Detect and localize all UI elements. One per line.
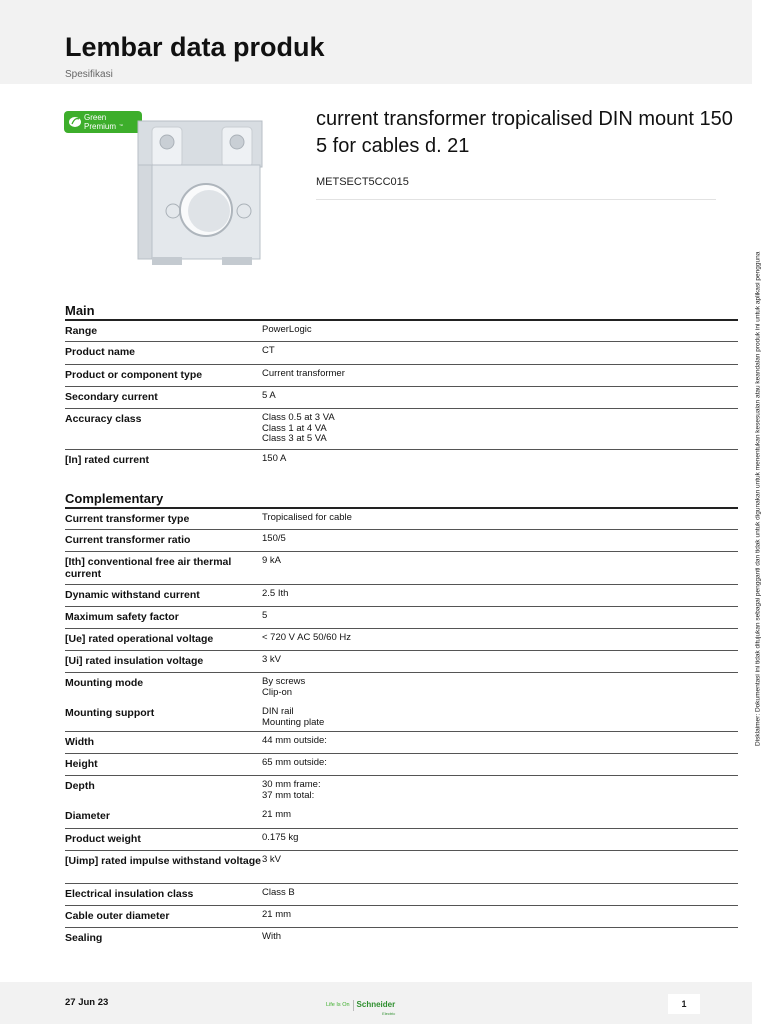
page-number: 1 bbox=[668, 994, 700, 1014]
spec-value: Clip-on bbox=[262, 686, 293, 698]
spec-row-product-weight bbox=[65, 828, 738, 850]
spec-label: Range bbox=[65, 325, 98, 337]
spec-row-thermal-current bbox=[65, 551, 738, 584]
disclaimer-sidebar bbox=[752, 251, 764, 746]
spec-value: 9 kA bbox=[262, 555, 282, 566]
logo-tagline: Life Is On bbox=[326, 1002, 350, 1008]
product-reference: METSECT5CC015 bbox=[316, 176, 409, 188]
spec-row-ct-type bbox=[65, 507, 738, 529]
product-image bbox=[62, 107, 277, 277]
spec-row-impulse-voltage bbox=[65, 850, 738, 883]
spec-label: [Ith] conventional free air thermal current bbox=[65, 556, 232, 580]
spec-label: Maximum safety factor bbox=[65, 611, 179, 623]
current-transformer-illustration bbox=[138, 121, 262, 265]
reference-divider bbox=[316, 199, 716, 200]
spec-value: 21 mm bbox=[262, 809, 292, 820]
spec-row-mounting-support bbox=[65, 703, 738, 731]
spec-label: Current transformer type bbox=[65, 513, 190, 525]
spec-label: Current transformer ratio bbox=[65, 534, 191, 546]
spec-label: Sealing bbox=[65, 932, 103, 944]
spec-row-operational-voltage bbox=[65, 628, 738, 650]
spec-label: Dynamic withstand current bbox=[65, 589, 200, 601]
spec-value: 0.175 kg bbox=[262, 832, 299, 843]
spec-value: 21 mm bbox=[262, 909, 292, 920]
spec-label: Height bbox=[65, 758, 98, 770]
spec-row-secondary-current bbox=[65, 386, 738, 408]
spec-value: 5 A bbox=[262, 390, 276, 401]
spec-label: Product or component type bbox=[65, 369, 203, 381]
spec-label: Cable outer diameter bbox=[65, 910, 170, 922]
spec-row-rated-current bbox=[65, 449, 738, 471]
spec-value: Mounting plate bbox=[262, 716, 325, 728]
spec-row-cable-diameter bbox=[65, 905, 738, 927]
page-subtitle: Spesifikasi bbox=[65, 69, 113, 80]
spec-label: [Ui] rated insulation voltage bbox=[65, 655, 204, 667]
spec-label: Secondary current bbox=[65, 391, 158, 403]
spec-value: 2.5 Ith bbox=[262, 588, 289, 599]
spec-label: [Uimp] rated impulse withstand voltage bbox=[65, 855, 262, 867]
spec-value: PowerLogic bbox=[262, 324, 312, 335]
spec-value: With bbox=[262, 931, 281, 942]
spec-row-component-type bbox=[65, 364, 738, 386]
spec-row-range bbox=[65, 319, 738, 341]
spec-value: Current transformer bbox=[262, 368, 345, 379]
spec-label: Depth bbox=[65, 780, 95, 792]
spec-row-diameter bbox=[65, 806, 738, 828]
spec-label: Electrical insulation class bbox=[65, 888, 194, 900]
spec-row-depth bbox=[65, 775, 738, 806]
spec-row-sealing bbox=[65, 927, 738, 949]
spec-value: 5 bbox=[262, 610, 268, 621]
section-title-main: Main bbox=[65, 303, 95, 318]
footer-date: 27 Jun 23 bbox=[65, 997, 109, 1008]
section-title-complementary: Complementary bbox=[65, 491, 164, 506]
spec-label: Width bbox=[65, 736, 95, 748]
spec-label: Product name bbox=[65, 346, 136, 358]
spec-row-insulation-class bbox=[65, 883, 738, 905]
spec-row-safety-factor bbox=[65, 606, 738, 628]
complementary-spec-table bbox=[65, 507, 738, 949]
spec-row-product-name bbox=[65, 341, 738, 364]
page-title: Lembar data produk bbox=[65, 32, 325, 62]
main-spec-table bbox=[65, 319, 738, 471]
product-title: current transformer tropicalised DIN mount 150 5 for cables d. 21 bbox=[316, 108, 733, 157]
spec-label: Mounting mode bbox=[65, 677, 144, 689]
spec-value: DIN rail bbox=[262, 706, 294, 717]
spec-value: 150/5 bbox=[262, 533, 286, 544]
badge-line1: Green bbox=[84, 113, 107, 122]
spec-row-dynamic-withstand bbox=[65, 584, 738, 606]
spec-row-ct-ratio bbox=[65, 529, 738, 551]
spec-value: < 720 V AC 50/60 Hz bbox=[262, 632, 351, 643]
spec-row-width bbox=[65, 731, 738, 753]
schneider-electric-logo bbox=[326, 998, 396, 1016]
spec-value: 30 mm frame: bbox=[262, 779, 321, 790]
spec-label: Product weight bbox=[65, 833, 141, 845]
spec-value: 65 mm outside: bbox=[262, 757, 327, 768]
spec-label: Accuracy class bbox=[65, 413, 142, 425]
spec-value: By screws bbox=[262, 676, 306, 687]
logo-brand: Schneider bbox=[356, 1000, 396, 1009]
spec-row-insulation-voltage bbox=[65, 650, 738, 672]
spec-label: [Ue] rated operational voltage bbox=[65, 633, 214, 645]
spec-value: CT bbox=[262, 345, 275, 356]
spec-label: [In] rated current bbox=[65, 454, 150, 466]
spec-value: 150 A bbox=[262, 453, 287, 464]
badge-tm: ™ bbox=[119, 123, 123, 128]
spec-value: 3 kV bbox=[262, 854, 282, 865]
spec-value: Class 1 at 4 VA bbox=[262, 422, 327, 434]
spec-value: Tropicalised for cable bbox=[262, 512, 352, 523]
spec-row-mounting-mode bbox=[65, 672, 738, 703]
spec-label: Diameter bbox=[65, 810, 110, 822]
spec-value: Class 0.5 at 3 VA bbox=[262, 412, 335, 423]
logo-sub: Electric bbox=[382, 1011, 396, 1016]
spec-label: Mounting support bbox=[65, 707, 155, 719]
green-premium-badge bbox=[64, 111, 142, 133]
spec-row-height bbox=[65, 753, 738, 775]
spec-value: Class B bbox=[262, 887, 295, 898]
spec-value: 3 kV bbox=[262, 654, 282, 665]
badge-line2: Premium bbox=[84, 122, 117, 131]
logo-separator bbox=[353, 1000, 354, 1011]
spec-value: Class 3 at 5 VA bbox=[262, 433, 327, 444]
spec-value: 37 mm total: bbox=[262, 789, 315, 801]
spec-row-accuracy-class bbox=[65, 408, 738, 449]
disclaimer-text: Disklaimer: Dokumentasi ini tidak ditujukan sebagai pengganti dan tidak untuk digunakan untuk menentukan kesesuaian atau keandalan produk ini untuk aplikasi pengguna bbox=[754, 251, 762, 746]
logo-wordmark bbox=[357, 994, 396, 1016]
spec-value: 44 mm outside: bbox=[262, 735, 327, 746]
